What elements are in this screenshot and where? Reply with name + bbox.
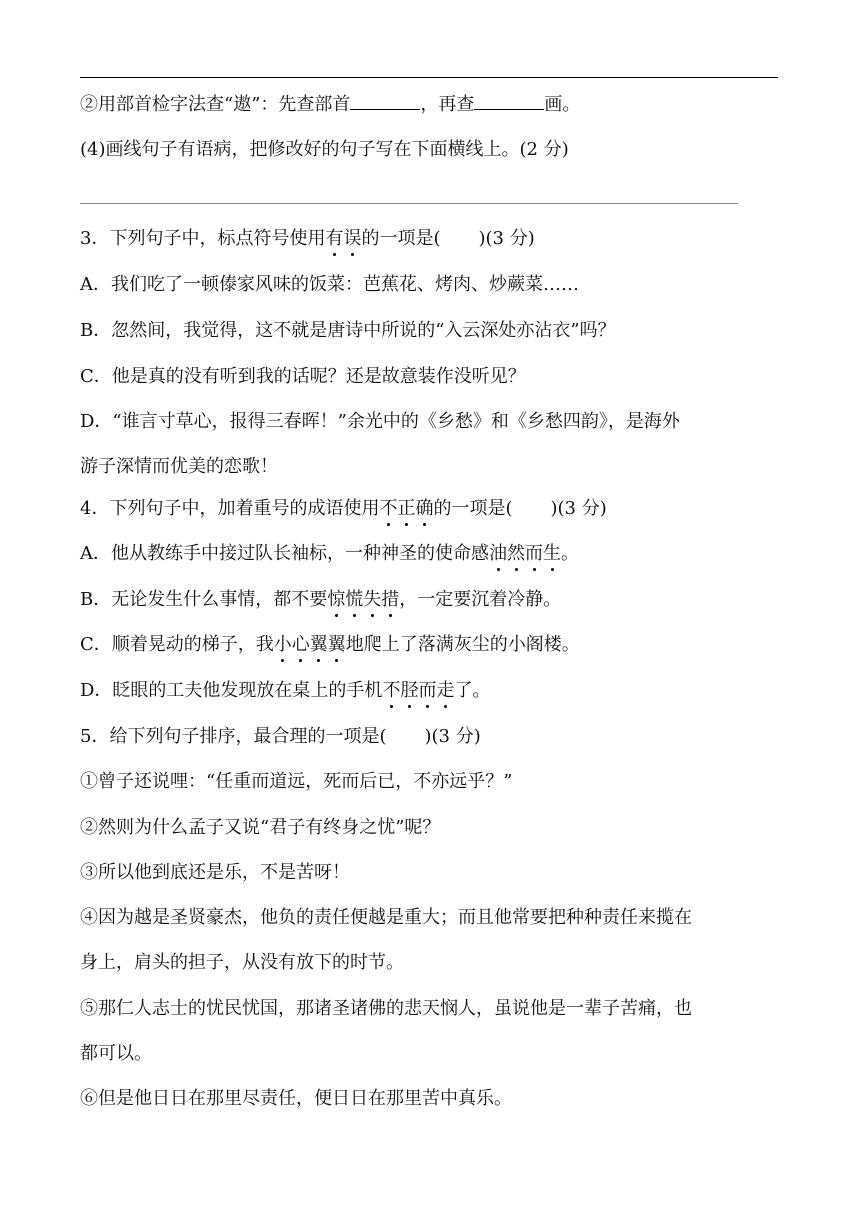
emphasis-char: 油 — [489, 543, 507, 564]
emphasis-char: 不 — [379, 498, 398, 519]
sentence-1: ①曾子还说哩：“任重而道远，死而后已，不亦远乎？” — [80, 771, 513, 792]
emphasis-char: 措 — [381, 589, 400, 610]
question-4: 4．下列句子中，加着重号的成语使用不正确的一项是( )(3 分) — [80, 498, 607, 519]
sentence-2: ②然则为什么孟子又说“君子有终身之忧”呢？ — [80, 817, 441, 838]
answer-line[interactable] — [80, 203, 738, 204]
sentence-6: ⑥但是他日日在那里尽责任，便日日在那里苦中真乐。 — [80, 1088, 512, 1109]
emphasis-char: 心 — [291, 634, 310, 655]
question-2-4: (4)画线句子有语病，把修改好的句子写在下面横线上。(2 分) — [80, 139, 569, 160]
emphasis-char: 走 — [436, 680, 455, 701]
emphasis-char: 生 — [543, 543, 561, 564]
answer-blank-strokes[interactable] — [474, 93, 544, 110]
emphasis-char: 慌 — [345, 589, 364, 610]
sentence-4-cont: 身上，肩头的担子，从没有放下的时节。 — [80, 952, 404, 973]
emphasis-char: 正 — [397, 498, 416, 519]
emphasis-char: 有 — [325, 228, 344, 249]
emphasis-char: 而 — [418, 680, 437, 701]
sentence-4: ④因为越是圣贤豪杰，他负的责任便越是重大；而且他常要把种种责任来揽在 — [80, 907, 692, 928]
emphasis-char: 翼 — [309, 634, 328, 655]
header-rule — [80, 77, 778, 78]
emphasis-char: 失 — [363, 589, 382, 610]
question-5: 5．给下列句子排序，最合理的一项是( )(3 分) — [80, 726, 481, 747]
emphasis-char: 小 — [273, 634, 292, 655]
emphasis-char: 胫 — [400, 680, 419, 701]
emphasis-char: 确 — [415, 498, 434, 519]
option-4d: D．眨眼的工夫他发现放在桌上的手机不胫而走了。 — [80, 680, 491, 701]
emphasis-char: 然 — [507, 543, 525, 564]
emphasis-char: 翼 — [327, 634, 346, 655]
question-2-3-2: ②用部首检字法查“遨”：先查部首 ，再查 画。 — [80, 94, 581, 115]
emphasis-char: 不 — [382, 680, 401, 701]
option-3c: C．他是真的没有听到我的话呢？还是故意装作没听见？ — [80, 366, 526, 387]
sentence-3: ③所以他到底还是乐，不是苦呀！ — [80, 862, 350, 883]
sentence-5-cont: 都可以。 — [80, 1043, 152, 1064]
option-4c: C．顺着晃动的梯子，我小心翼翼地爬上了落满灰尘的小阁楼。 — [80, 634, 580, 655]
emphasis-char: 而 — [525, 543, 543, 564]
option-3d: D．“谁言寸草心，报得三春晖！”余光中的《乡愁》和《乡愁四韵》，是海外 — [80, 411, 680, 432]
emphasis-char: 误 — [343, 228, 362, 249]
option-3d-cont: 游子深情而优美的恋歌！ — [80, 456, 278, 477]
answer-blank-radical[interactable] — [350, 93, 420, 110]
question-3: 3．下列句子中，标点符号使用有误的一项是( )(3 分) — [80, 228, 535, 249]
option-4b: B．无论发生什么事情，都不要惊慌失措，一定要沉着冷静。 — [80, 589, 562, 610]
option-3b: B．忽然间，我觉得，这不就是唐诗中所说的“入云深处亦沾衣”吗？ — [80, 320, 616, 341]
option-3a: A．我们吃了一顿傣家风味的饭菜：芭蕉花、烤肉、炒蕨菜…… — [80, 274, 579, 295]
sentence-5: ⑤那仁人志士的忧民忧国，那诸圣诸佛的悲天悯人，虽说他是一辈子苦痛，也 — [80, 998, 692, 1019]
emphasis-char: 惊 — [327, 589, 346, 610]
option-4a: A．他从教练手中接过队长袖标，一种神圣的使命感油然而生。 — [80, 543, 579, 564]
